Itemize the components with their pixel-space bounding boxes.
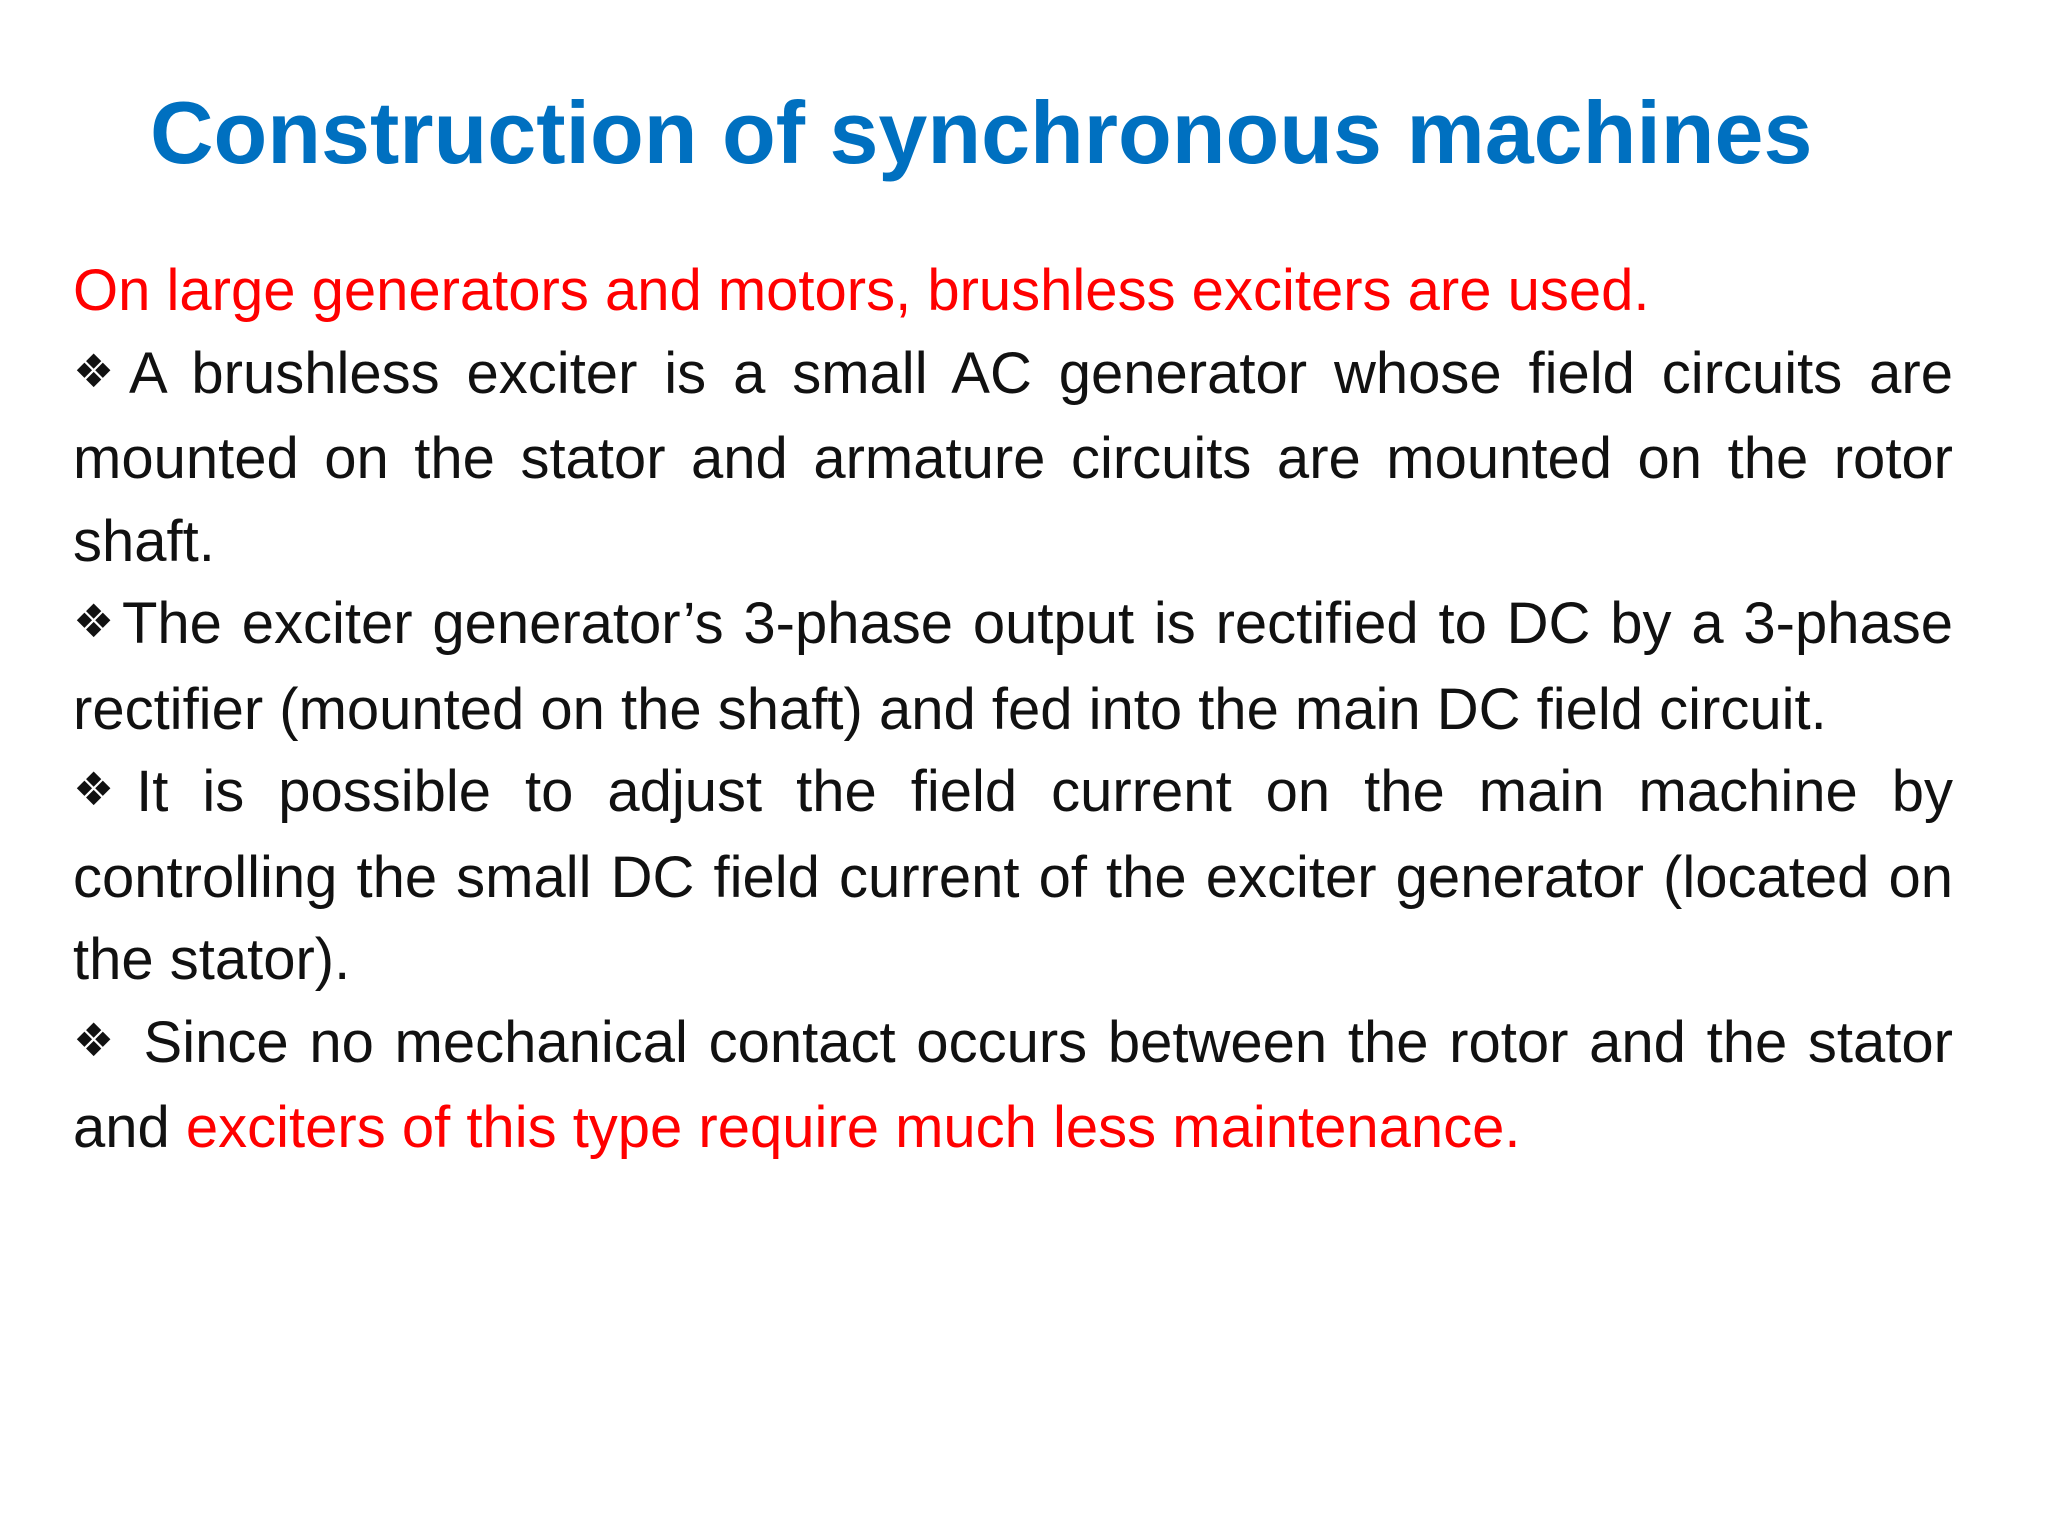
four-diamond-bullet-icon: ❖ <box>73 762 133 816</box>
bullet-highlight-text: exciters of this type require much less maintenance. <box>185 1095 1521 1160</box>
bullet-text: A brushless exciter is a small AC generator whose field circuits are mounted on the stator and armature circuits are mounted on the rotor shaft. <box>73 340 1953 574</box>
bullet-item <box>73 583 1953 751</box>
four-diamond-bullet-icon: ❖ <box>73 1012 119 1067</box>
slide-body <box>73 250 1970 1170</box>
slide-title: Construction of synchronous machines <box>150 83 1813 182</box>
bullet-text: It is possible to adjust the field current on the main machine by controlling the small DC field current of the exciter generator (located on the stator). <box>73 759 1953 992</box>
intro-text: On large generators and motors, brushless exciters are used. <box>73 258 1650 323</box>
bullet-item <box>73 751 1953 1002</box>
bullet-text: The exciter generator’s 3-phase output is rectified to DC by a 3-phase rectifier (mounted on the shaft) and fed into the main DC field circuit. <box>73 591 1953 742</box>
bullet-text: Since no mechanical contact occurs between the rotor and the stator and <box>73 1009 1970 1160</box>
four-diamond-bullet-icon: ❖ <box>73 343 126 398</box>
bullet-item <box>73 1002 1970 1170</box>
bullet-item <box>73 333 1953 584</box>
four-diamond-bullet-icon: ❖ <box>73 594 118 648</box>
